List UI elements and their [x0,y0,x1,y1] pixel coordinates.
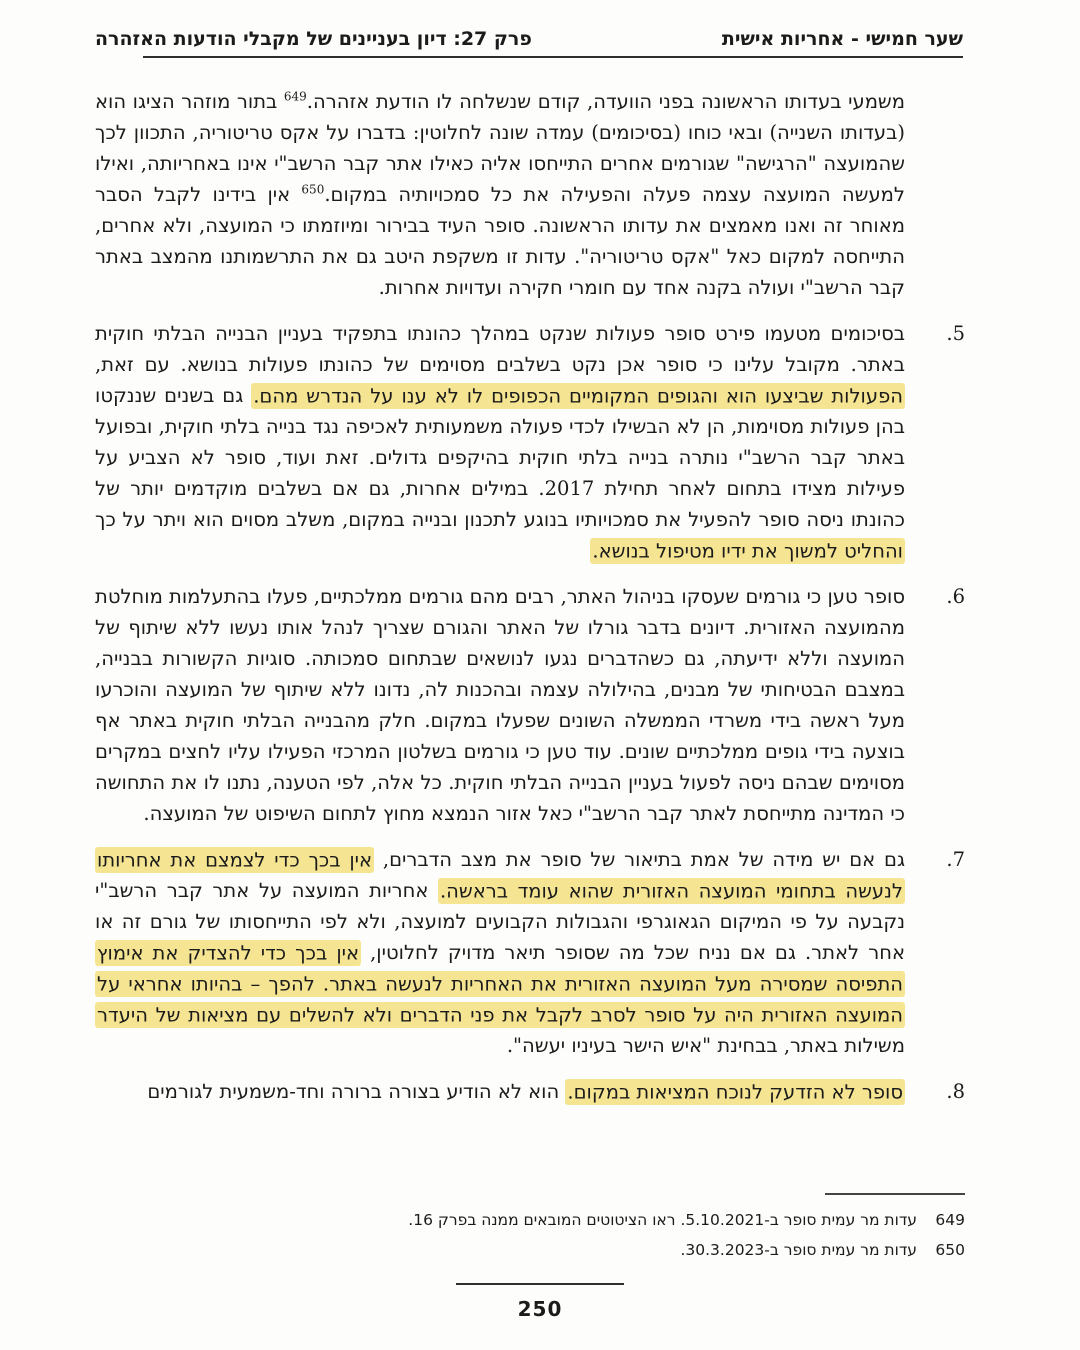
paragraph-text [95,581,905,829]
text-run: משמעי בעדותו הראשונה בפני הוועדה, קודם שנשלחה לו הודעת אזהרה. [306,90,905,113]
page-header [95,28,963,50]
text-run: אין בידינו לקבל הסבר מאוחר זה ואנו מאמצים את עדותו הראשונה. סופר העיד בבירור ומיוזמתו כי המועצה, ולא אחרים, התייחסה למקום כאל "אקס טריטוריה". עדות זו משקפת היטב גם את התרשמותנו מהמצב באתר קבר הרשב"י ועולה בקנה אחד עם חומרי חקירה ועדויות אחרות. [95,183,905,299]
footnote-number: 650 [935,1241,965,1259]
highlighted-text: והחליט למשוך את ידיו מטיפול בנושא. [592,539,903,562]
text-run: סופר טען כי גורמים שעסקו בניהול האתר, רבים מהם גורמים ממלכתיים, פעלו בהתעלמות מוחלטת מהמועצה האזורית. דיונים בדבר גורלו של האתר והגורם שצריך לנהל אותו נעשו ללא שיתוף של המועצה וללא ידיעתה, גם כשהדברים נגעו לנושאים שבתחום סמכותה. סוגיות הקשורות בבנייה, במצבם הבטיחותי של מבנים, בהילולה עצמה ובהכנות לה, נדונו ללא שיתוף של המועצה והוכרעו מעל ראשה בידי משרדי הממשלה השונים שפעלו במקום. חלק מהבנייה הבלתי חוקית באתר אף בוצעה בידי גופים ממלכתיים שונים. עוד טען כי גורמים בשלטון המרכזי הפעילו עליו לחצים במקרים מסוימים שבהם ניסה לפעול בעניין הבנייה הבלתי חוקית. כל אלה, לפי הטענה, נתנו לו את התחושה כי המדינה מתייחסת לאתר קבר הרשב"י כאל אזור הנמצא מחוץ לתחום השיפוט של המועצה. [95,585,905,825]
paragraph-number: 7. [946,848,965,871]
footnote [95,1205,965,1235]
paragraph-text [95,318,905,566]
footnote-number: 649 [935,1211,965,1229]
text-run: גם בשנים שננקטו בהן פעולות מסוימות, הן לא הבשילו לכדי פעולה משמעותית לאכיפה נגד בנייה בלתי חוקית, ובפועל באתר קבר הרשב"י נותרה בנייה בלתי חוקית בהיקפים גדולים. זאת ועוד, סופר לא הצביע על פעילות מצידו בתחום לאחר תחילת 2017. במילים אחרות, גם אם בשלבים מוקדמים יותר של כהונתו ניסה סופר להפעיל את סמכויותיו בנוגע לתכנון ובנייה במקום, משלב מסוים הוא ויתר על כך [95,384,905,531]
paragraph-number: 6. [946,585,965,608]
footnote-separator [825,1193,965,1195]
header-chapter-title: פרק 27: דיון בעניינים של מקבלי הודעות האזהרה [95,28,532,50]
footnote-text: עדות מר עמית סופר ב-30.3.2023. [680,1241,917,1259]
text-run: בסיכומים מטעמו פירט סופר פעולות שנקט במהלך כהונתו בתפקיד בעניין הבנייה הבלתי חוקית באתר. מקובל עלינו כי סופר אכן נקט בשלבים מסוימים של כהונתו פעולות בנושא. עם זאת, [95,322,905,376]
header-section-title: שער חמישי - אחריות אישית [721,28,963,50]
footnote-ref: 650 [301,182,325,197]
highlighted-text: סופר לא הזדעק לנוכח המציאות במקום. [567,1080,903,1103]
paragraph-number [905,86,965,303]
text-run: אחריות המועצה על אתר קבר הרשב"י נקבעה על פי המיקום הגאוגרפי והגבולות הקבועים למועצה, ולא לפי התייחסותו של גורם זה או אחר לאתר. גם אם נניח שכל מה שסופר תיאר מדויק לחלוטין, [95,879,905,964]
document-body [95,86,965,1122]
paragraph-number: 8. [946,1080,965,1103]
highlighted-text: הפעולות שביצעו הוא והגופים המקומיים הכפופים לו לא ענו על הנדרש מהם. [253,384,903,407]
highlighted-text: אין בכך כדי לצמצם את אחריותו לנעשה בתחומי המועצה האזורית שהוא עומד בראשה. [97,848,904,902]
paragraph [95,318,965,566]
footnote-text: עדות מר עמית סופר ב-5.10.2021. ראו הציטוטים המובאים ממנה בפרק 16. [408,1211,917,1229]
highlighted-text: אין בכך כדי להצדיק את אימוץ התפיסה שמסירה מעל המועצה האזורית את האחריות לנעשה באתר. להפך – בהיותו אחראי על המועצה האזורית היה על סופר לסרב לקבל את פני הדברים ולא להשלים עם מציאות של היעדר [97,941,903,1026]
page-footer [0,1283,1080,1321]
footnote-list [95,1205,965,1265]
footnotes-section [95,1193,965,1265]
paragraph [95,1076,965,1107]
text-run: הוא לא הודיע בצורה ברורה וחד-משמעית לגורמים [147,1080,566,1103]
paragraph-text [95,86,905,303]
paragraph-text [95,844,905,1061]
paragraph [95,86,965,303]
paragraph [95,844,965,1061]
page-number-rule [456,1283,624,1285]
paragraph-text [95,1076,905,1107]
paragraph-number: 5. [946,322,965,345]
text-run: בתור מוזהר הציגו הוא (בעדותו השנייה) ובאי כוחו (בסיכומים) עמדה שונה לחלוטין: בדברו על אקס טריטוריה, התכוון לכך שהמועצה "הרגישה" שגורמים אחרים התייחסו אליה כאילו אתר קבר הרשב"י אינו באחריותה, ואילו למעשה המועצה עצמה פעלה והפעילה את כל סמכויותיה במקום. [95,90,905,206]
header-rule [143,56,963,58]
footnote [95,1235,965,1265]
footnote-ref: 649 [283,89,307,104]
text-run: משילות באתר, בבחינת "איש הישר בעיניו יעשה". [506,1034,905,1057]
paragraph [95,581,965,829]
page-number: 250 [517,1297,563,1321]
text-run: גם אם יש מידה של אמת בתיאור של סופר את מצב הדברים, [374,848,905,871]
